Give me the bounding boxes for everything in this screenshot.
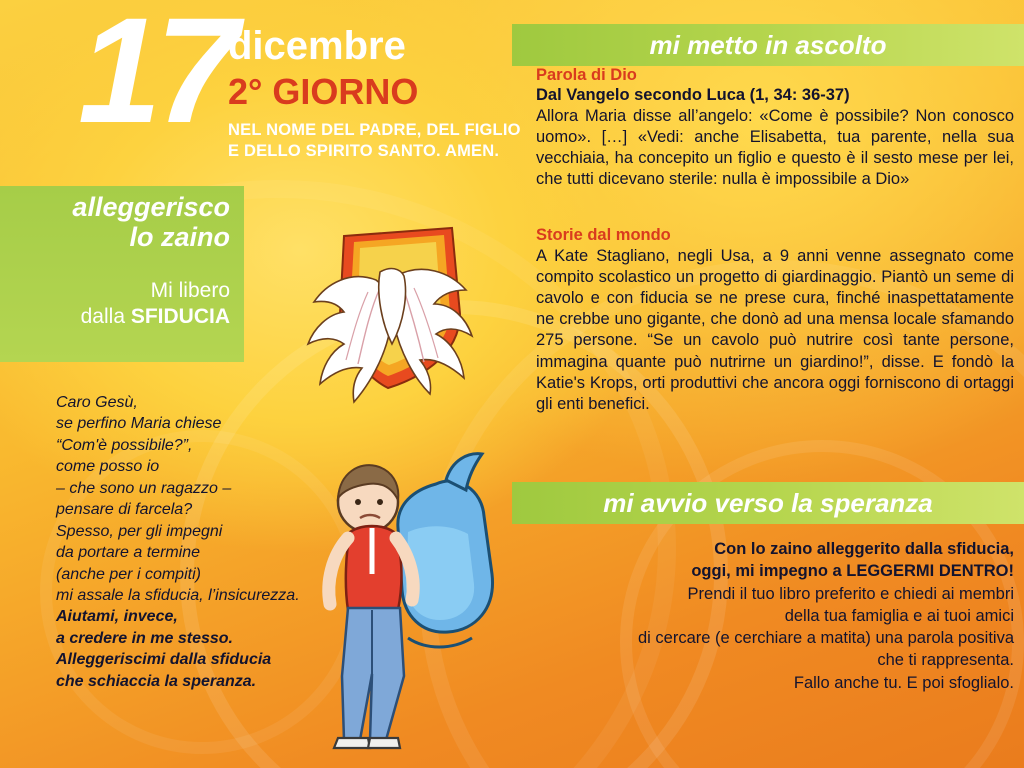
lighten-title-line-1: alleggerisco: [72, 192, 230, 222]
banner-hope: [512, 482, 1024, 524]
prayer-line-4: come posso io: [56, 458, 160, 476]
prayer-bold-line-2: a credere in me stesso.: [56, 629, 233, 647]
world-stories-text: A Kate Stagliano, negli Usa, a 9 anni venne assegnato come compito scolastico un progetto di giardinaggio. Piantò un seme di cavolo e con fiducia se ne prese cura, finché inaspettatamente ne crebbe uno gigante, che donò ad una mensa locale sfamando 275 persone. “Se un cavolo può nutrire così tante persone, immagina quante può nutrirne un giardino!”, disse. E fondò la Katie's Krops, orti produttivi che ancora oggi forniscono di ortaggi gli enti benefici.: [536, 247, 1014, 413]
commitment-line-4: della tua famiglia e ai tuoi amici: [784, 606, 1014, 625]
prayer-bold-line-1: Aiutami, invece,: [56, 608, 178, 626]
invocation-line-2: E DELLO SPIRITO SANTO. AMEN.: [228, 141, 500, 160]
lighten-title: [72, 192, 230, 252]
lighten-sub-line-2: [81, 304, 230, 330]
word-of-god-heading: Parola di Dio: [536, 66, 637, 84]
word-of-god-reference: Dal Vangelo secondo Luca (1, 34: 36-37): [536, 86, 850, 104]
commitment-line-2: oggi, mi impegno a LEGGERMI DENTRO!: [691, 562, 1014, 581]
day-number: 17: [78, 0, 233, 154]
prayer-bold-line-4: che schiaccia la speranza.: [56, 672, 257, 690]
prayer-line-1: Caro Gesù,: [56, 394, 138, 411]
commitment-line-7: Fallo anche tu. E poi sfoglialo.: [793, 673, 1014, 692]
prayer-line-2: se perfino Maria chiese: [56, 415, 222, 433]
lighten-sub-prefix: dalla: [80, 305, 131, 329]
invocation-text: [228, 120, 521, 161]
month-label: dicembre: [228, 24, 406, 68]
day-ordinal-label: 2° GIORNO: [228, 71, 419, 112]
prayer-line-3: “Com'è possibile?”,: [56, 436, 193, 454]
banner-listen-label: mi metto in ascolto: [649, 29, 887, 60]
prayer-line-8: da portare a termine: [56, 544, 201, 562]
prayer-line-10: mi assale la sfiducia, l’insicurezza.: [56, 586, 300, 604]
lighten-backpack-box: [0, 186, 244, 362]
word-of-god-text: Allora Maria disse all’angelo: «Come è possibile? Non conosco uomo». […] «Vedi: anche Elisabetta, tua parente, nella sua vecchiaia, ha concepito un figlio e questo è il sesto mese per lei, che tutti dicevano sterile: nulla è impossibile a Dio»: [536, 107, 1014, 189]
section-word-of-god: [536, 66, 1014, 190]
section-commitment: [536, 538, 1014, 694]
commitment-line-3: Prendi il tuo libro preferito e chiedi ai membri: [687, 584, 1014, 603]
world-stories-heading: Storie dal mondo: [536, 226, 671, 244]
lighten-subtitle: [81, 278, 230, 331]
banner-listen: [512, 24, 1024, 66]
prayer-bold-line-3: Alleggeriscimi dalla sfiducia: [56, 651, 272, 669]
winged-shield-icon: [284, 218, 494, 408]
commitment-line-5: di cercare (e cerchiare a matita) una parola positiva: [637, 629, 1014, 648]
lighten-sub-strong: SFIDUCIA: [130, 305, 230, 329]
prayer-line-7: Spesso, per gli impegni: [56, 522, 223, 540]
lighten-sub-line-1: Mi libero: [150, 279, 230, 302]
commitment-line-1: Con lo zaino alleggerito dalla sfiducia,: [714, 540, 1014, 558]
commitment-line-6: che ti rappresenta.: [877, 651, 1014, 670]
section-world-stories: [536, 226, 1014, 415]
lighten-title-line-2: lo zaino: [129, 222, 230, 253]
boy-with-backpack-icon: [286, 424, 536, 754]
prayer-line-9: (anche per i compiti): [56, 565, 201, 583]
banner-hope-label: mi avvio verso la speranza: [603, 487, 933, 518]
prayer-line-5: – che sono un ragazzo –: [56, 479, 232, 497]
invocation-line-1: NEL NOME DEL PADRE, DEL FIGLIO: [228, 121, 521, 139]
prayer-line-6: pensare di farcela?: [56, 501, 193, 519]
